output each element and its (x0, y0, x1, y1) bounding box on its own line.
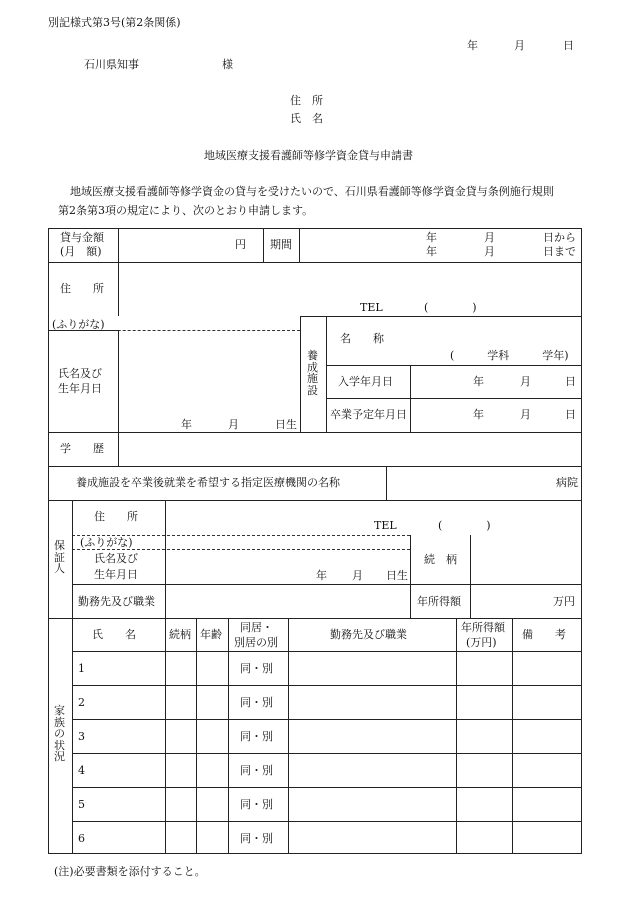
workplace-label: 勤務先及び職業 (78, 595, 155, 608)
address-tel-label: TEL (360, 301, 383, 314)
income-label: 年所得額 (417, 595, 461, 608)
income-unit: 万円 (553, 595, 575, 608)
period-from-suffix: 日から (543, 231, 576, 244)
birth-year: 年 (181, 418, 192, 431)
family-header-cohab-1: 同居・ (240, 621, 273, 634)
family-row-number: 1 (78, 662, 85, 675)
date-month-label: 月 (514, 39, 525, 52)
family-row-cohab: 同・別 (240, 730, 273, 743)
applicant-name-label: 氏 名 (290, 112, 323, 125)
date-year-label: 年 (467, 39, 478, 52)
period-to-month: 月 (484, 245, 495, 258)
grad-year: 年 (473, 408, 484, 421)
school-vertical-label: 養 成 施 設 (307, 349, 318, 397)
family-row-cohab: 同・別 (240, 662, 273, 675)
enroll-day: 日 (565, 375, 576, 388)
guarantor-name-label-2: 生年月日 (94, 568, 138, 581)
guarantor-tel-label: TEL (374, 519, 397, 532)
date-day-label: 日 (563, 39, 574, 52)
school-dept-year: ( 学科 学年) (450, 349, 569, 362)
family-row-cohab: 同・別 (240, 764, 273, 777)
guarantor-vertical-label: 保 証 人 (54, 539, 65, 576)
form-number: 別記様式第3号(第2条関係) (48, 16, 181, 29)
family-row-cohab: 同・別 (240, 832, 273, 845)
family-row-number: 5 (78, 798, 85, 811)
school-name-label: 名 称 (340, 332, 384, 345)
period-label: 期間 (270, 238, 292, 251)
family-header-relation: 続柄 (169, 628, 191, 641)
guarantor-furigana: (ふりがな) (80, 536, 133, 549)
period-from-year: 年 (426, 231, 437, 244)
birth-month: 月 (228, 418, 239, 431)
period-from-month: 月 (484, 231, 495, 244)
footnote: (注)必要書類を添付すること。 (54, 865, 206, 878)
document-title: 地域医療支援看護師等修学資金貸与申請書 (204, 149, 413, 162)
family-header-name: 氏 名 (92, 628, 136, 641)
applicant-address-label: 住 所 (290, 94, 323, 107)
family-header-note: 備 考 (522, 628, 566, 641)
loan-amount-label: 貸与金額 (60, 231, 104, 244)
honorific: 様 (222, 58, 233, 71)
guarantor-birth-year: 年 (316, 569, 327, 582)
family-header-cohab-2: 別居の別 (234, 636, 278, 649)
birth-day: 日生 (275, 418, 297, 431)
family-row-cohab: 同・別 (240, 696, 273, 709)
addressee: 石川県知事 (84, 58, 139, 71)
family-header-age: 年齢 (200, 628, 222, 641)
family-header-income-1: 年所得額 (461, 621, 505, 634)
employer-suffix: 病院 (556, 476, 578, 489)
furigana-label: (ふりがな) (52, 318, 105, 331)
grad-day: 日 (565, 408, 576, 421)
family-header-income-2: (万円) (466, 636, 497, 649)
period-to-year: 年 (426, 245, 437, 258)
family-row-number: 6 (78, 832, 85, 845)
relation-label: 続 柄 (424, 553, 457, 566)
intro-line-2: 第2条第3項の規定により、次のとおり申請します。 (58, 204, 314, 217)
family-header-work: 勤務先及び職業 (330, 628, 407, 641)
employer-label: 養成施設を卒業後就業を希望する指定医療機関の名称 (76, 476, 340, 489)
guarantor-name-label-1: 氏名及び (94, 552, 138, 565)
guarantor-birth-month: 月 (352, 569, 363, 582)
intro-line-1: 地域医療支援看護師等修学資金の貸与を受けたいので、石川県看護師等修学資金貸与条例施行規則 (70, 185, 554, 198)
yen-unit: 円 (235, 238, 246, 251)
graduation-date-label: 卒業予定年月日 (330, 408, 407, 421)
period-to-suffix: 日まで (543, 245, 576, 258)
family-row-number: 4 (78, 764, 85, 777)
guarantor-tel-paren: ( ) (438, 519, 491, 532)
loan-monthly-label: (月 額) (60, 245, 102, 258)
family-row-cohab: 同・別 (240, 798, 273, 811)
guarantor-birth-day: 日生 (386, 569, 408, 582)
family-vertical-label: 家 族 の 状 況 (54, 704, 65, 764)
address-label: 住 所 (60, 282, 104, 295)
education-label: 学 歴 (60, 442, 104, 455)
name-birth-label-1: 氏名及び (58, 367, 102, 380)
name-birth-label-2: 生年月日 (58, 382, 102, 395)
family-row-number: 3 (78, 730, 85, 743)
enroll-month: 月 (520, 375, 531, 388)
address-tel-paren: ( ) (424, 301, 477, 314)
enrollment-date-label: 入学年月日 (338, 375, 393, 388)
family-row-number: 2 (78, 696, 85, 709)
guarantor-address-label: 住 所 (94, 510, 138, 523)
enroll-year: 年 (473, 375, 484, 388)
grad-month: 月 (520, 408, 531, 421)
